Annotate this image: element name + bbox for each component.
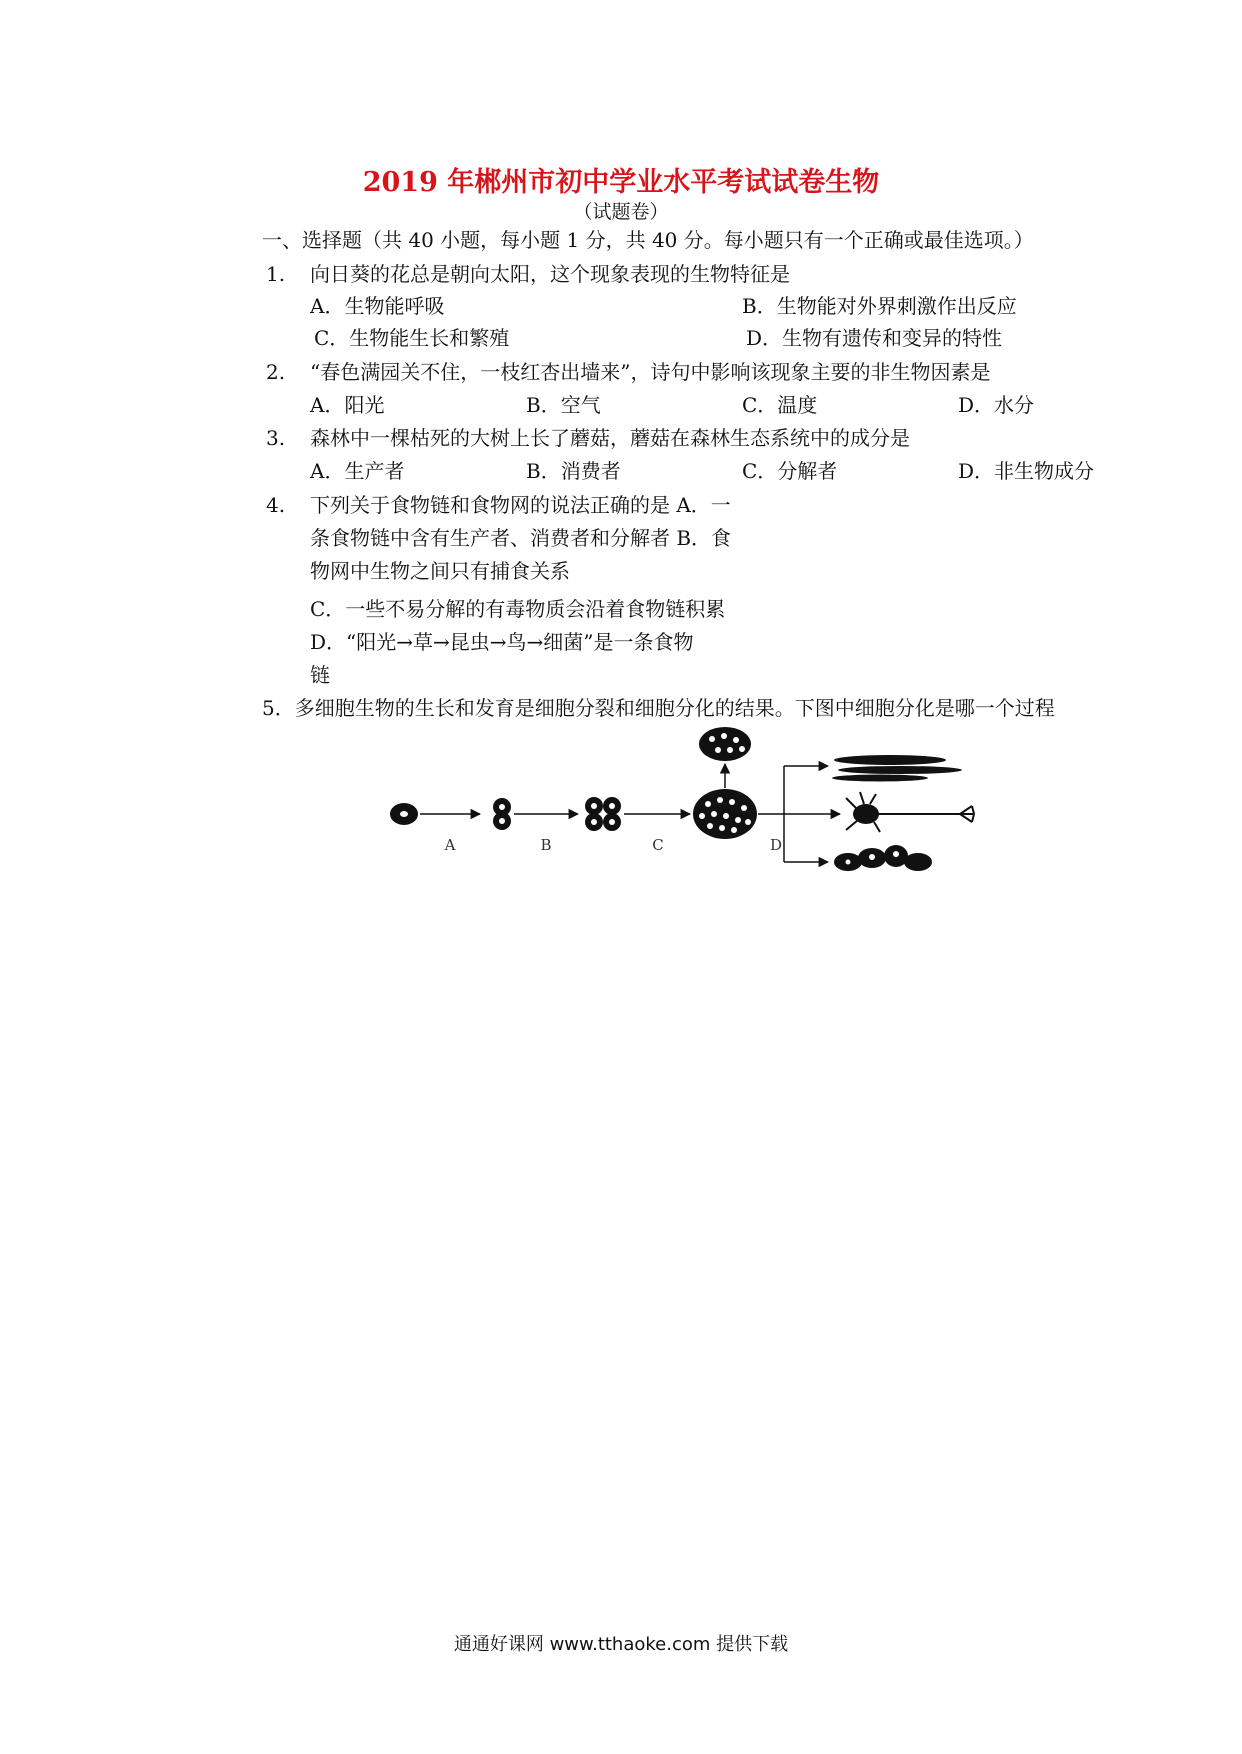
- q4-line-1: 下列关于食物链和食物网的说法正确的是 A．一: [310, 493, 731, 517]
- page-title: 2019 年郴州市初中学业水平考试试卷生物: [362, 167, 880, 198]
- q2-option-a: A．阳光: [310, 393, 385, 417]
- two-cells-icon: [493, 798, 511, 830]
- q2-number: 2.: [266, 360, 286, 384]
- q1-option-c: C．生物能生长和繁殖: [314, 326, 510, 350]
- q1-number: 1.: [266, 262, 286, 286]
- q3-option-d: D．非生物成分: [958, 459, 1095, 483]
- page-subtitle: （试题卷）: [573, 201, 669, 223]
- q3-option-a: A．生产者: [310, 459, 405, 483]
- label-d: D: [769, 836, 783, 854]
- q3-stem: 森林中一棵枯死的大树上长了蘑菇，蘑菇在森林生态系统中的成分是: [310, 426, 910, 450]
- q3-number: 3.: [266, 426, 286, 450]
- label-a: A: [444, 836, 456, 854]
- single-cell-icon: [390, 803, 418, 825]
- q2-option-b: B．空气: [526, 393, 601, 417]
- tissue-cells-icon: [834, 845, 932, 871]
- four-cells-icon: [585, 797, 621, 831]
- q2-stem: “春色满园关不住，一枝红杏出墙来”，诗句中影响该现象主要的非生物因素是: [310, 360, 991, 384]
- q2-option-d: D．水分: [958, 393, 1035, 417]
- nerve-cell-icon: [846, 792, 974, 832]
- q1-stem: 向日葵的花总是朝向太阳，这个现象表现的生物特征是: [310, 262, 790, 286]
- q4-number: 4.: [266, 493, 286, 517]
- q1-option-d: D．生物有遗传和变异的特性: [746, 326, 1003, 350]
- cell-process-diagram: [380, 722, 1000, 882]
- q4-line-2: 条食物链中含有生产者、消费者和分解者 B．食: [310, 526, 732, 550]
- footer-download-note: 通通好课网 www.tthaoke.com 提供下载: [453, 1634, 789, 1655]
- label-b: B: [540, 836, 552, 854]
- cell-mass-icon: [693, 789, 757, 839]
- q5-stem: 5．多细胞生物的生长和发育是细胞分裂和细胞分化的结果。下图中细胞分化是哪一个过程: [262, 696, 1055, 720]
- label-c: C: [652, 836, 664, 854]
- q3-option-c: C．分解者: [742, 459, 838, 483]
- q4-line-3: 物网中生物之间只有捕食关系: [310, 559, 570, 583]
- q4-line-4: C．一些不易分解的有毒物质会沿着食物链积累: [310, 597, 726, 621]
- cell-cluster-icon: [699, 727, 751, 761]
- q4-line-6: 链: [310, 663, 330, 687]
- q1-option-b: B．生物能对外界刺激作出反应: [742, 294, 1017, 318]
- q4-line-5: D．“阳光→草→昆虫→鸟→细菌”是一条食物: [310, 630, 694, 654]
- q3-option-b: B．消费者: [526, 459, 621, 483]
- muscle-cells-icon: [832, 755, 962, 782]
- section-heading: 一、选择题（共 40 小题，每小题 1 分，共 40 分。每小题只有一个正确或最佳选项。）: [262, 228, 1034, 252]
- q2-option-c: C．温度: [742, 393, 818, 417]
- q1-option-a: A．生物能呼吸: [310, 294, 445, 318]
